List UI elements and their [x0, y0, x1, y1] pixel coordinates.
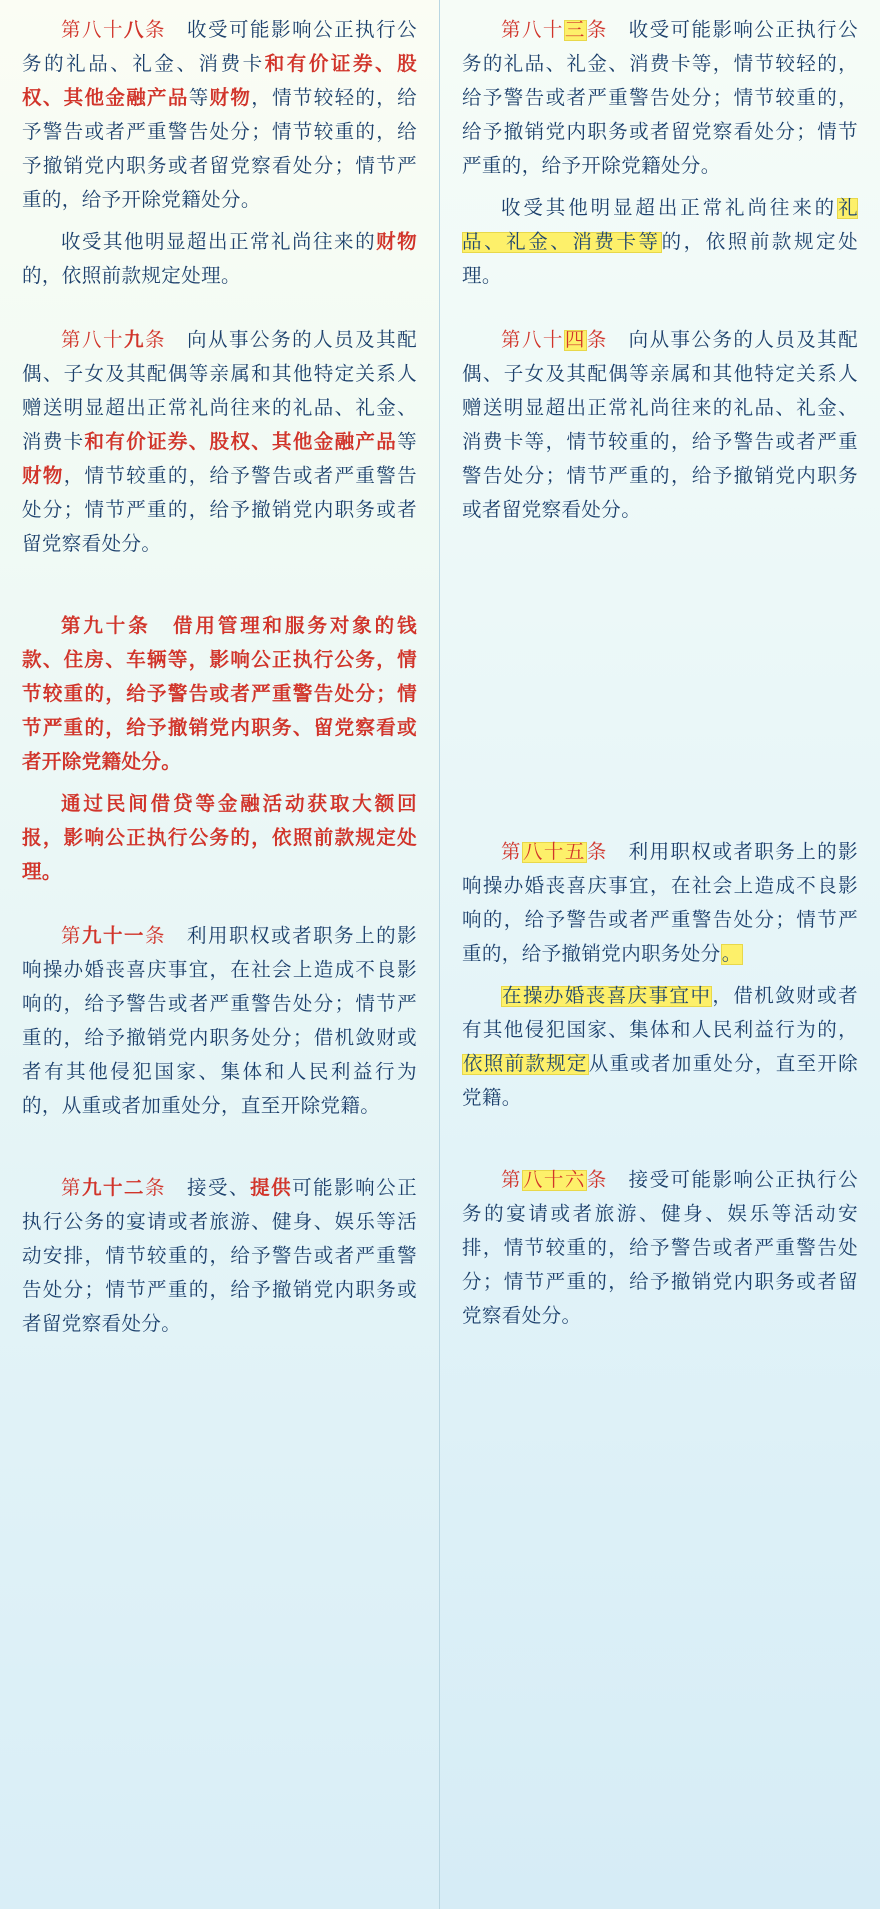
text-run: 财物: [376, 232, 417, 253]
article-paragraph: [462, 192, 858, 294]
text-run: 四: [564, 330, 586, 351]
text-run: 和有价证券、股权、其他金融产品: [84, 432, 398, 453]
paragraph-spacer: [462, 1124, 858, 1164]
article-paragraph: [462, 836, 858, 972]
text-run: 收受可能影响公正执行公务的礼品、礼金、消费卡: [22, 20, 417, 75]
article-paragraph: [22, 226, 417, 294]
text-run: 条: [586, 20, 629, 41]
text-run: 和有价证券、股权、其他金融产品: [22, 54, 417, 109]
text-run: 条: [586, 1170, 629, 1191]
article-paragraph: [22, 788, 417, 890]
paragraph-spacer: [22, 570, 417, 610]
text-run: 向从事公务的人员及其配偶、子女及其配偶等亲属和其他特定关系人赠送明显超出正常礼尚往来的礼品、礼金、消费卡等，情节较重的，给予警告或者严重警告处分；情节严重的，给予撤销党内职务或者留党察看处分。: [462, 330, 858, 521]
text-run: 的，依照前款规定处理。: [462, 232, 858, 287]
text-run: 收受可能影响公正执行公务的礼品、礼金、消费卡等，情节较轻的，给予警告或者严重警告处分；情节较重的，给予撤销党内职务或者留党察看处分；情节严重的，给予开除党籍处分。: [462, 20, 858, 177]
text-run: 九: [124, 330, 146, 351]
text-run: 第八十: [501, 330, 564, 351]
article-paragraph: [462, 324, 858, 528]
paragraph-spacer: [22, 302, 417, 324]
article-paragraph: [22, 920, 417, 1124]
paragraph-spacer: [462, 302, 858, 324]
text-run: 依照前款规定: [463, 1054, 588, 1075]
article-paragraph: [22, 1172, 417, 1342]
text-run: 在操办婚丧喜庆事宜中: [502, 986, 712, 1007]
text-run: 等: [188, 88, 210, 109]
text-run: 向从事公务的人员及其配偶、子女及其配偶等亲属和其他特定关系人赠送明显超出正常礼尚往来的礼品、礼金、消费卡: [22, 330, 417, 453]
text-run: ，借机敛财或者有其他侵犯国家、集体和人民利益行为的，: [462, 986, 858, 1041]
text-run: 九十一: [82, 926, 146, 947]
text-run: 条: [145, 1178, 188, 1199]
text-run: 第: [501, 842, 522, 863]
paragraph-spacer: [22, 898, 417, 920]
text-run: 借用管理和服务对象的钱款、住房、车辆等，影响公正执行公务，情节较重的，给予警告或者严重警告处分；情节严重的，给予撤销党内职务、留党察看或者开除党籍处分。: [22, 616, 417, 773]
text-run: 利用职权或者职务上的影响操办婚丧喜庆事宜，在社会上造成不良影响的，给予警告或者严重警告处分；情节严重的，给予撤销党内职务处分；借机敛财或者有其他侵犯国家、集体和人民利益行为的，从重或者加重处分，直至开除党籍。: [22, 926, 417, 1117]
text-run: 第: [501, 1170, 522, 1191]
text-run: 第九十条: [61, 616, 174, 637]
article-paragraph: [22, 610, 417, 780]
text-run: 收受其他明显超出正常礼尚往来的: [61, 232, 377, 253]
text-run: 从重或者加重处分，直至开除党籍。: [462, 1054, 858, 1109]
text-run: 的，依照前款规定处理。: [22, 266, 241, 287]
paragraph-spacer: [462, 536, 858, 836]
text-run: 财物: [209, 88, 252, 109]
text-run: 。: [721, 944, 742, 965]
text-run: 条: [145, 20, 188, 41]
text-run: 第八十: [501, 20, 564, 41]
text-run: 利用职权或者职务上的影响操办婚丧喜庆事宜，在社会上造成不良影响的，给予警告或者严重警告处分；情节严重的，给予撤销党内职务处分: [462, 842, 858, 965]
text-run: 八: [124, 20, 146, 41]
text-run: 八十六: [522, 1170, 586, 1191]
text-run: 收受其他明显超出正常礼尚往来的: [501, 198, 838, 219]
text-run: ，情节较重的，给予警告或者严重警告处分；情节严重的，给予撤销党内职务或者留党察看处分。: [22, 466, 417, 555]
article-paragraph: [22, 324, 417, 562]
right-column: [440, 0, 880, 1909]
text-run: 接受、: [187, 1178, 251, 1199]
text-run: 条: [145, 926, 188, 947]
text-run: 通过民间借贷等金融活动获取大额回报，影响公正执行公务的，依照前款规定处理。: [22, 794, 417, 883]
article-paragraph: [462, 980, 858, 1116]
text-run: 条: [145, 330, 188, 351]
text-run: 接受可能影响公正执行公务的宴请或者旅游、健身、娱乐等活动安排，情节较重的，给予警告或者严重警告处分；情节严重的，给予撤销党内职务或者留党察看处分。: [462, 1170, 858, 1327]
article-paragraph: [462, 1164, 858, 1334]
text-run: 九十二: [82, 1178, 146, 1199]
text-run: 第: [61, 926, 83, 947]
text-run: 八十五: [522, 842, 586, 863]
text-run: 第八十: [61, 330, 125, 351]
article-paragraph: [22, 14, 417, 218]
article-paragraph: [462, 14, 858, 184]
text-run: 三: [564, 20, 586, 41]
text-run: 财物: [22, 466, 64, 487]
text-run: 条: [586, 330, 629, 351]
text-run: 条: [586, 842, 629, 863]
text-run: 等: [397, 432, 417, 453]
text-run: 第八十: [61, 20, 125, 41]
text-run: 礼品、礼金、消费卡等: [462, 198, 858, 253]
text-run: 可能影响公正执行公务的宴请或者旅游、健身、娱乐等活动安排，情节较重的，给予警告或者严重警告处分；情节严重的，给予撤销党内职务或者留党察看处分。: [22, 1178, 417, 1335]
paragraph-spacer: [22, 1132, 417, 1172]
text-run: 提供: [250, 1178, 293, 1199]
text-run: ，情节较轻的，给予警告或者严重警告处分；情节较重的，给予撤销党内职务或者留党察看处分；情节严重的，给予开除党籍处分。: [22, 88, 417, 211]
text-run: 第: [61, 1178, 83, 1199]
